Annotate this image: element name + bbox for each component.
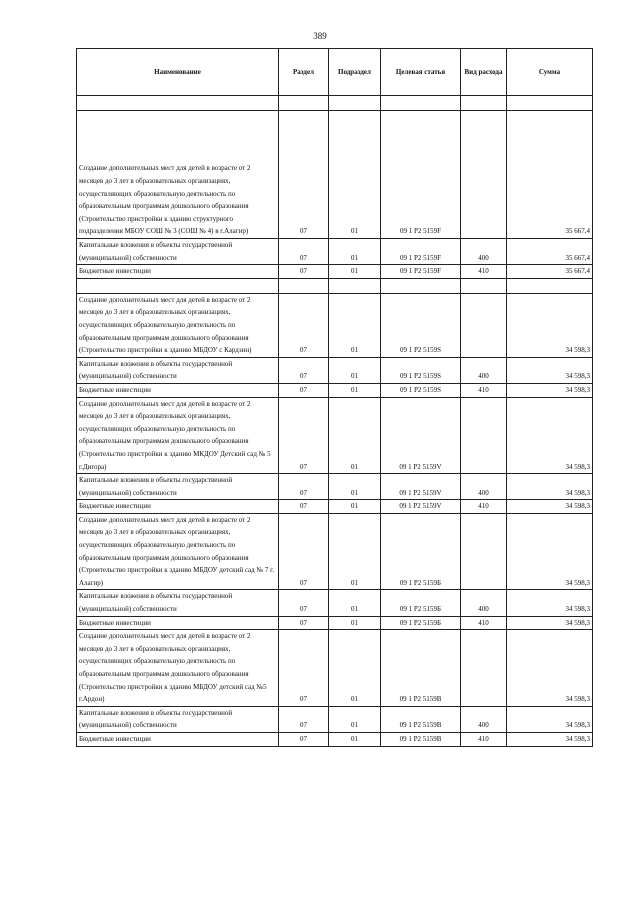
header-amount: Сумма (507, 49, 593, 96)
table-row (77, 513, 593, 590)
row-amount: 34 598,3 (507, 383, 593, 397)
row-name: Капитальные вложения в объекты государственной (муниципальной) собственности (77, 474, 279, 500)
row-target: 09 1 P2 5159S (381, 357, 461, 383)
row-target: 09 1 P2 5159V (381, 474, 461, 500)
row-amount: 34 598,3 (507, 732, 593, 746)
row-section: 07 (279, 357, 329, 383)
row-section: 07 (279, 590, 329, 616)
row-name: Бюджетные инвестиции (77, 500, 279, 514)
row-target: 09 1 P2 5159Б (381, 590, 461, 616)
row-subsection: 01 (329, 616, 381, 630)
row-expense-type: 400 (461, 590, 507, 616)
header-subsection: Подраздел (329, 49, 381, 96)
row-expense-type: 400 (461, 239, 507, 265)
row-subsection: 01 (329, 590, 381, 616)
row-amount: 34 598,3 (507, 630, 593, 707)
row-name: Капитальные вложения в объекты государственной (муниципальной) собственности (77, 239, 279, 265)
row-amount: 35 667,4 (507, 111, 593, 239)
row-amount: 34 598,3 (507, 513, 593, 590)
row-subsection: 01 (329, 383, 381, 397)
row-section: 07 (279, 500, 329, 514)
spacer-row (77, 96, 593, 111)
row-amount: 34 598,3 (507, 397, 593, 474)
row-target: 09 1 P2 5159В (381, 630, 461, 707)
table-row (77, 500, 593, 514)
row-name: Создание дополнительных мест для детей в возрасте от 2 месяцев до 3 лет в образовательных организациях, осуществляющих образовательную деятельность по образовательным программам дошкольного образования (Строительство пристройки к зданию МБДОУ детский сад № 7 г. Алагир) (77, 513, 279, 590)
row-section: 07 (279, 397, 329, 474)
row-expense-type (461, 293, 507, 357)
table-row (77, 474, 593, 500)
row-amount: 35 667,4 (507, 239, 593, 265)
row-name: Бюджетные инвестиции (77, 732, 279, 746)
row-subsection: 01 (329, 265, 381, 279)
row-amount: 34 598,3 (507, 500, 593, 514)
table-row (77, 293, 593, 357)
row-subsection: 01 (329, 397, 381, 474)
row-name: Создание дополнительных мест для детей в возрасте от 2 месяцев до 3 лет в образовательных организациях, осуществляющих образовательную деятельность по образовательным программам дошкольного образования (Строительство пристройки к зданию МКДОУ Детский сад № 5 г.Дигора) (77, 397, 279, 474)
row-section: 07 (279, 239, 329, 265)
row-name: Создание дополнительных мест для детей в возрасте от 2 месяцев до 3 лет в образовательных организациях, осуществляющих образовательную деятельность по образовательным программам дошкольного образования (Строительство пристройки к зданию МБДОУ с Кардзин) (77, 293, 279, 357)
row-amount: 34 598,3 (507, 590, 593, 616)
spacer-row (77, 278, 593, 293)
row-expense-type (461, 513, 507, 590)
table-row (77, 397, 593, 474)
header-section: Раздел (279, 49, 329, 96)
row-expense-type: 410 (461, 500, 507, 514)
row-section: 07 (279, 513, 329, 590)
row-subsection: 01 (329, 111, 381, 239)
row-subsection: 01 (329, 293, 381, 357)
row-target: 09 1 P2 5159S (381, 383, 461, 397)
table-row (77, 630, 593, 707)
row-amount: 35 667,4 (507, 265, 593, 279)
row-target: 09 1 P2 5159F (381, 239, 461, 265)
row-expense-type (461, 397, 507, 474)
row-target: 09 1 P2 5159В (381, 732, 461, 746)
row-target: 09 1 P2 5159В (381, 706, 461, 732)
budget-table (76, 48, 593, 747)
row-name: Капитальные вложения в объекты государственной (муниципальной) собственности (77, 357, 279, 383)
table-body (77, 96, 593, 747)
row-subsection: 01 (329, 706, 381, 732)
row-amount: 34 598,3 (507, 293, 593, 357)
row-expense-type: 410 (461, 265, 507, 279)
row-name: Капитальные вложения в объекты государственной (муниципальной) собственности (77, 590, 279, 616)
row-section: 07 (279, 630, 329, 707)
header-expense-type: Вид расхода (461, 49, 507, 96)
table-row (77, 265, 593, 279)
table-row (77, 616, 593, 630)
row-subsection: 01 (329, 357, 381, 383)
row-amount: 34 598,3 (507, 706, 593, 732)
row-target: 09 1 P2 5159Б (381, 616, 461, 630)
row-name: Бюджетные инвестиции (77, 383, 279, 397)
row-name: Бюджетные инвестиции (77, 265, 279, 279)
row-target: 09 1 P2 5159V (381, 500, 461, 514)
row-expense-type: 400 (461, 474, 507, 500)
table-row (77, 383, 593, 397)
row-name: Бюджетные инвестиции (77, 616, 279, 630)
row-section: 07 (279, 293, 329, 357)
row-expense-type: 410 (461, 383, 507, 397)
row-target: 09 1 P2 5159V (381, 397, 461, 474)
row-target: 09 1 P2 5159F (381, 111, 461, 239)
row-subsection: 01 (329, 500, 381, 514)
row-expense-type: 400 (461, 706, 507, 732)
table-row (77, 706, 593, 732)
row-subsection: 01 (329, 239, 381, 265)
row-expense-type (461, 630, 507, 707)
row-name: Создание дополнительных мест для детей в возрасте от 2 месяцев до 3 лет в образовательных организациях, осуществляющих образовательную деятельность по образовательным программам дошкольного образования (Строительство пристройки к зданию МБДОУ детский сад №5 г.Ардон) (77, 630, 279, 707)
table-row (77, 357, 593, 383)
row-expense-type: 400 (461, 357, 507, 383)
row-subsection: 01 (329, 732, 381, 746)
row-section: 07 (279, 474, 329, 500)
row-target: 09 1 P2 5159F (381, 265, 461, 279)
row-subsection: 01 (329, 630, 381, 707)
row-target: 09 1 P2 5159S (381, 293, 461, 357)
row-expense-type (461, 111, 507, 239)
table-row (77, 239, 593, 265)
row-section: 07 (279, 383, 329, 397)
row-amount: 34 598,3 (507, 357, 593, 383)
row-section: 07 (279, 265, 329, 279)
table-row (77, 111, 593, 239)
row-section: 07 (279, 111, 329, 239)
row-section: 07 (279, 732, 329, 746)
row-expense-type: 410 (461, 732, 507, 746)
row-name: Создание дополнительных мест для детей в возрасте от 2 месяцев до 3 лет в образовательных организациях, осуществляющих образовательную деятельность по образовательным программам дошкольного образования (Строительство пристройки к зданию структурного подразделения МБОУ СОШ № 3 (СОШ № 4) в г.Алагир) (77, 111, 279, 239)
row-amount: 34 598,3 (507, 474, 593, 500)
table-row (77, 590, 593, 616)
row-subsection: 01 (329, 474, 381, 500)
table-header-row (77, 49, 593, 96)
row-subsection: 01 (329, 513, 381, 590)
row-target: 09 1 P2 5159Б (381, 513, 461, 590)
header-name: Наименование (77, 49, 279, 96)
row-name: Капитальные вложения в объекты государственной (муниципальной) собственности (77, 706, 279, 732)
row-amount: 34 598,3 (507, 616, 593, 630)
row-expense-type: 410 (461, 616, 507, 630)
header-target: Целевая статья (381, 49, 461, 96)
page-number: 389 (313, 31, 327, 41)
row-section: 07 (279, 706, 329, 732)
row-section: 07 (279, 616, 329, 630)
table-row (77, 732, 593, 746)
